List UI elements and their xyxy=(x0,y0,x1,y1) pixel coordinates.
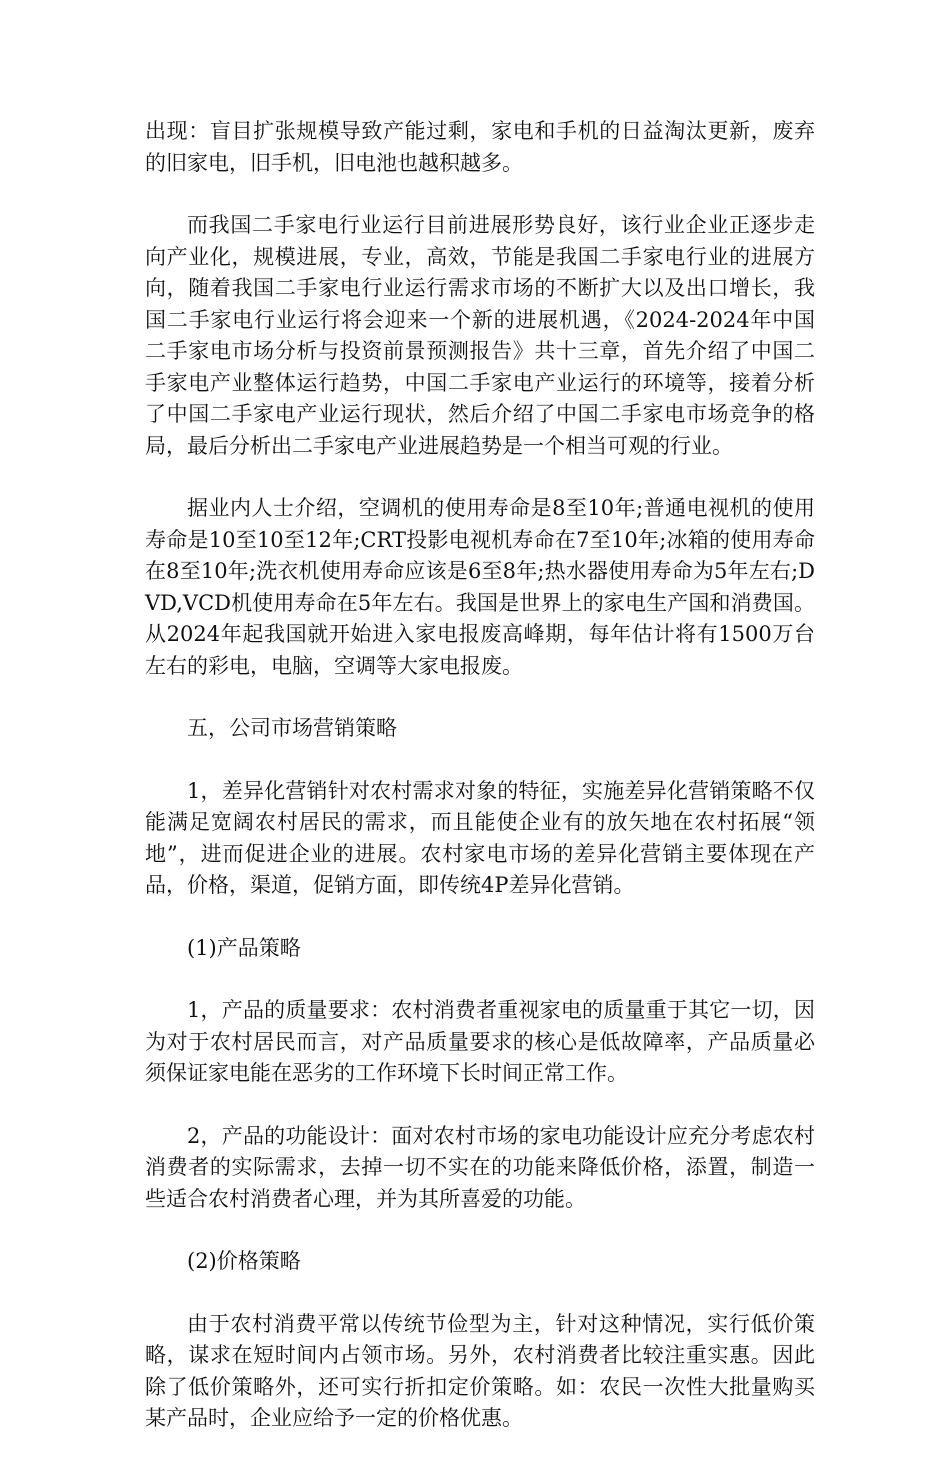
paragraph-product-quality: 1，产品的质量要求：农村消费者重视家电的质量重于其它一切，因为对于农村居民而言，对产品质量要求的核心是低故障率，产品质量必须保证家电能在恶劣的工作环境下长时间正常工作。 xyxy=(145,998,815,1085)
paragraph-appliance-lifespan: 据业内人士介绍，空调机的使用寿命是8至10年;普通电视机的使用寿命是10至10至12年;CRT投影电视机寿命在7至10年;冰箱的使用寿命在8至10年;洗衣机使用寿命应该是6至8年;热水器使用寿命为5年左右;DVD,VCD机使用寿命在5年左右。我国是世界上的家电生产国和消费国。从2024年起我国就开始进入家电报废高峰期，每年估计将有1500万台左右的彩电，电脑，空调等大家电报废。 xyxy=(145,496,815,678)
paragraph-industry-overview: 而我国二手家电行业运行目前进展形势良好，该行业企业正逐步走向产业化，规模进展，专业，高效，节能是我国二手家电行业的进展方向，随着我国二手家电行业运行需求市场的不断扩大以及出口增长，我国二手家电行业运行将会迎来一个新的进展机遇，《2024-2024年中国二手家电市场分析与投资前景预测报告》共十三章，首先介绍了中国二手家电产业整体运行趋势，中国二手家电产业运行的环境等，接着分析了中国二手家电产业运行现状，然后介绍了中国二手家电市场竞争的格局，最后分析出二手家电产业进展趋势是一个相当可观的行业。 xyxy=(145,213,815,458)
paragraph-differentiated-marketing: 1，差异化营销针对农村需求对象的特征，实施差异化营销策略不仅能满足宽阔农村居民的需求，而且能使企业有的放矢地在农村拓展“领地”，进而促进企业的进展。农村家电市场的差异化营销主要体现在产品，价格，渠道，促销方面，即传统4P差异化营销。 xyxy=(145,778,815,897)
paragraph-product-function: 2，产品的功能设计：面对农村市场的家电功能设计应充分考虑农村消费者的实际需求，去掉一切不实在的功能来降低价格，添置，制造一些适合农村消费者心理，并为其所喜爱的功能。 xyxy=(145,1123,815,1211)
paragraph-continuation: 出现：盲目扩张规模导致产能过剩，家电和手机的日益淘汰更新，废弃的旧家电，旧手机，旧电池也越积越多。 xyxy=(145,119,815,175)
section-heading-marketing-strategy: 五，公司市场营销策略 xyxy=(187,716,397,740)
paragraph-price-strategy: 由于农村消费平常以传统节俭型为主，针对这种情况，实行低价策略，谋求在短时间内占领市场。另外，农村消费者比较注重实惠。因此除了低价策略外，还可实行折扣定价策略。如：农民一次性大批量购买某产品时，企业应给予一定的价格优惠。 xyxy=(145,1311,815,1430)
document-body xyxy=(145,116,815,1466)
subheading-product-strategy: (1)产品策略 xyxy=(187,935,301,960)
subheading-price-strategy: (2)价格策略 xyxy=(187,1249,301,1273)
